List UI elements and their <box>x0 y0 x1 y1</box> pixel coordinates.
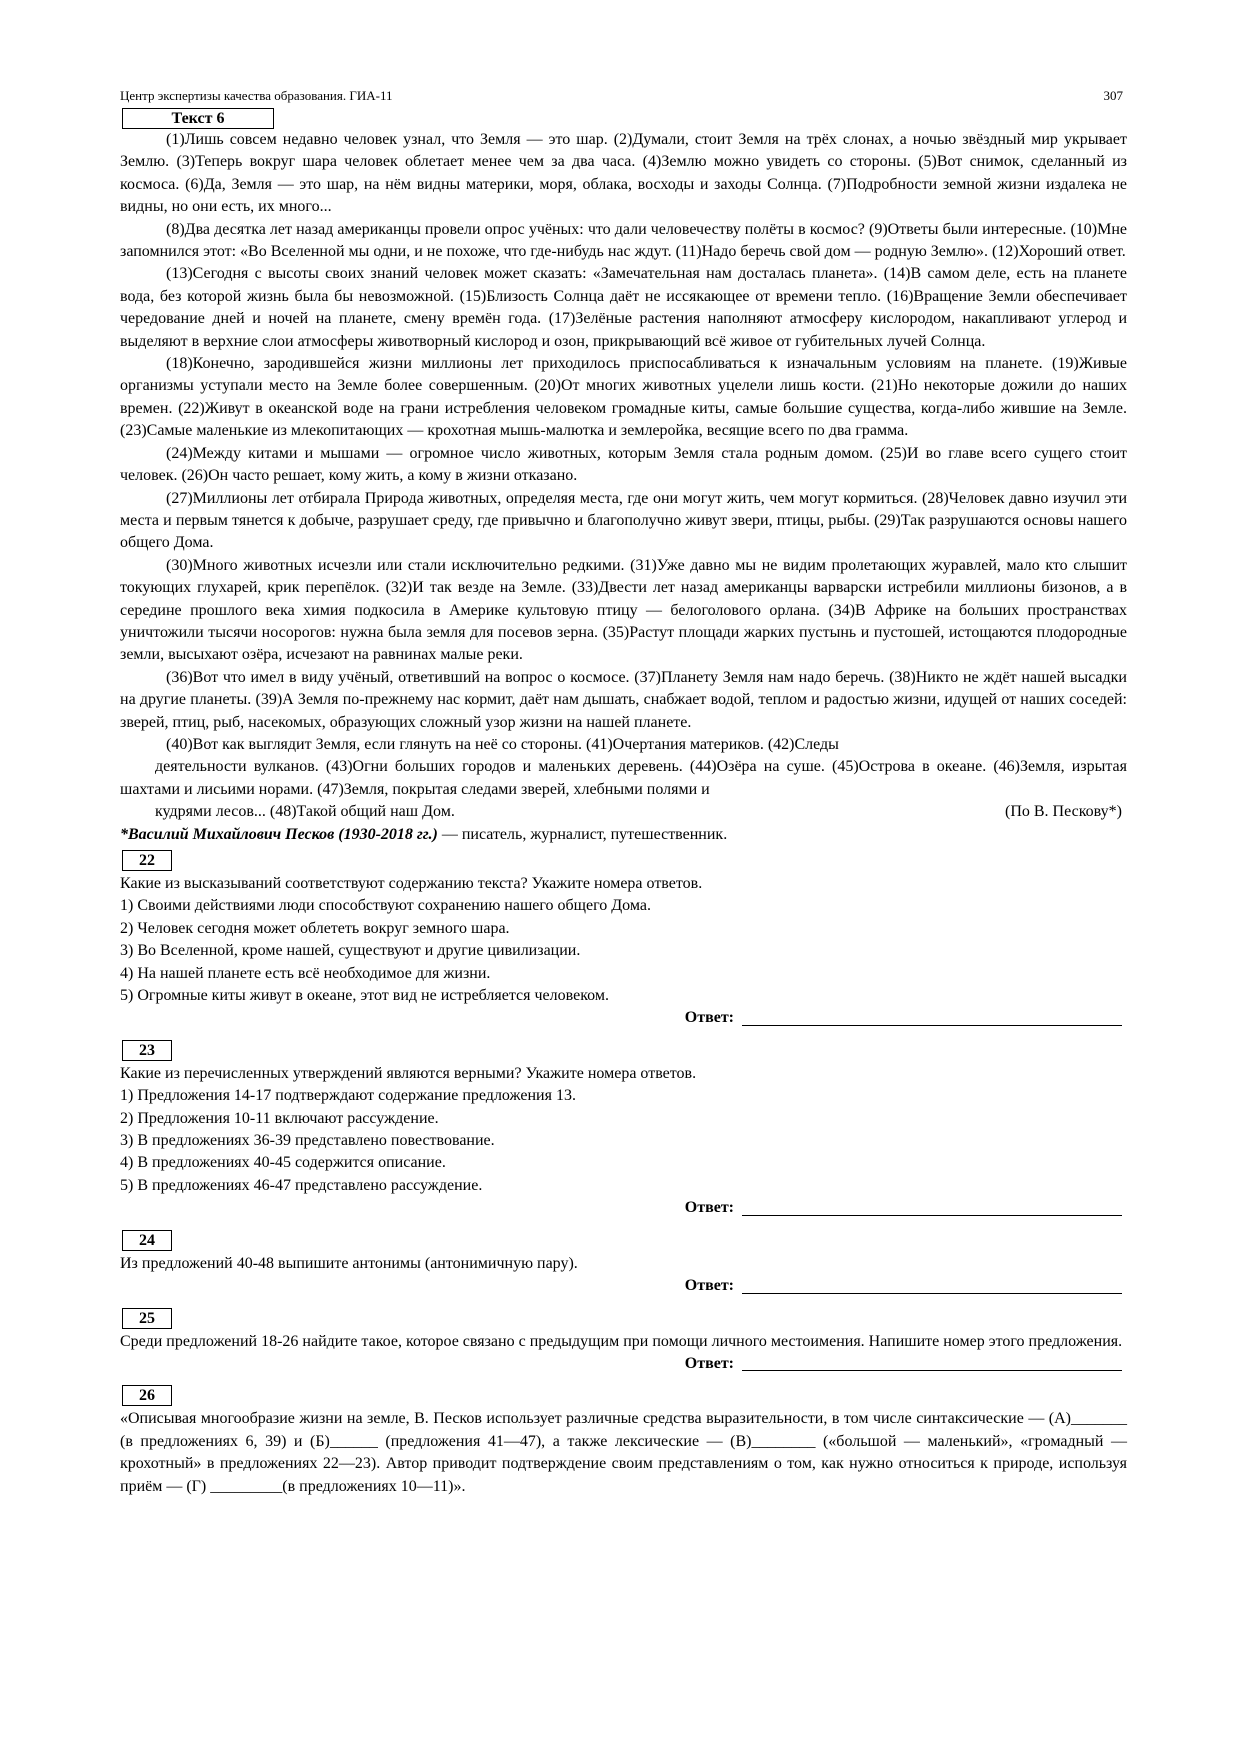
task-question: Из предложений 40-48 выпишите антонимы (антонимичную пару). <box>120 1254 578 1272</box>
answer-row <box>120 1275 1122 1297</box>
answer-row <box>120 1353 1122 1375</box>
header-title: Центр экспертизы качества образования. ГИА-11 <box>120 88 393 103</box>
task-24 <box>120 1226 1127 1298</box>
text-paragraph: (30)Много животных исчезли или стали исключительно редкими. (31)Уже давно мы не видим пролетающих журавлей, мало кто слышит токующих глухарей, крик перепёлок. (32)И так везде на Земле. (33)Двести лет назад американцы варварски истребили миллионы бизонов, а в середине прошлого века химия подкосила в Америке культовую птицу — белоголового орлана. (34)В Африке на больших пространствах уничтожили тысячи носорогов: нужна была земля для посевов зерна. (35)Растут площади жарких пустынь и пустошей, истощаются плодородные земли, высыхают озёра, исчезают на равнинах малые реки. <box>120 556 1127 664</box>
footnote-text: — писатель, журналист, путешественник. <box>437 825 728 843</box>
task-26 <box>120 1381 1127 1498</box>
text-paragraph: (1)Лишь совсем недавно человек узнал, что Земля — это шар. (2)Думали, стоит Земля на трёх слонах, а ночью звёздный мир укрывает Землю. (3)Теперь вокруг шара человек облетает менее чем за два часа. (4)Землю можно увидеть со стороны. (5)Вот снимок, сделанный из космоса. (6)Да, Земля — это шар, на нём видны материки, моря, облака, восходы и заходы Солнца. (7)Подробности земной жизни издалека не видны, но они есть, их много... <box>120 131 1127 216</box>
text-title: Текст 6 <box>122 108 274 129</box>
text-paragraph: (13)Сегодня с высоты своих знаний человек может сказать: «Замечательная нам досталась планета». (14)В самом деле, есть на планете вода, без которой жизнь была бы невозможной. (15)Близость Солнца даёт не иссякающее от времени тепло. (16)Вращение Земли обеспечивает чередование дней и ночей на планете, смену времён года. (17)Зелёные растения наполняют атмосферу кислородом, накапливают углерод и выделяют в верхние слои атмосферы животворный кислород и озон, прикрывающий всё живое от губительных лучей Солнца. <box>120 265 1127 350</box>
task-number: 23 <box>122 1040 172 1061</box>
exam-page <box>120 88 1127 1498</box>
answer-option: 3) В предложениях 36-39 представлено повествование. <box>120 1132 495 1150</box>
closing-sentence: кудрями лесов... (48)Такой общий наш Дом. <box>155 803 455 821</box>
reading-text <box>120 129 1127 846</box>
task-number: 24 <box>122 1230 172 1251</box>
task-number: 26 <box>122 1385 172 1406</box>
text-closing <box>120 801 1127 823</box>
answer-option: 2) Человек сегодня может облететь вокруг земного шара. <box>120 919 510 937</box>
answer-option: 5) В предложениях 46-47 представлено рассуждение. <box>120 1176 483 1194</box>
footnote-star: * <box>120 825 128 843</box>
answer-label: Ответ: <box>684 1277 734 1295</box>
answer-label: Ответ: <box>684 1354 734 1372</box>
task-number: 25 <box>122 1308 172 1329</box>
text-paragraph: (36)Вот что имел в виду учёный, ответивший на вопрос о космосе. (37)Планету Земля нам надо беречь. (38)Никто не ждёт нашей высадки на другие планеты. (39)А Земля по-прежнему нас кормит, даёт нам дышать, снабжает водой, теплом и радостью жизни, идущей от наших соседей: зверей, птиц, рыб, насекомых, образующих сложный узор жизни на нашей планете. <box>120 668 1127 731</box>
text-paragraph: деятельности вулканов. (43)Огни больших городов и маленьких деревень. (44)Озёра на суше. (45)Острова в океане. (46)Земля, изрытая шахтами и лисьими норами. (47)Земля, покрытая следами зверей, хлебными полями и <box>120 758 1127 798</box>
text-paragraph: (27)Миллионы лет отбирала Природа животных, определяя места, где они могут жить, чем могут кормиться. (28)Человек давно изучил эти места и первым тянется к добыче, разрушает среду, где привычно и благополучно живут звери, птицы, рыбы. (29)Так разрушаются основы нашего общего Дома. <box>120 489 1127 552</box>
answer-line[interactable] <box>742 1277 1122 1294</box>
task-22 <box>120 846 1127 1030</box>
page-header <box>120 88 1127 104</box>
task-question: «Описывая многообразие жизни на земле, В. Песков использует различные средства выразительности, в том числе синтаксические — (А)_______ (в предложениях 6, 39) и (Б)______ (предложения 41—47), а также лексические — (В)________ («большой — маленький», «громадный — крохотный» в предложениях 22—23). Автор приводит подтверждение своим представлениям о том, как нужно относиться к природе, используя приём — (Г) _________(в предложениях 10—11)». <box>120 1410 1127 1495</box>
answer-option: 3) Во Вселенной, кроме нашей, существуют и другие цивилизации. <box>120 942 581 960</box>
answer-option: 1) Своими действиями люди способствуют сохранению нашего общего Дома. <box>120 897 651 915</box>
task-question: Среди предложений 18-26 найдите такое, которое связано с предыдущим при помощи личного местоимения. Напишите номер этого предложения. <box>120 1332 1123 1350</box>
answer-row <box>120 1007 1122 1029</box>
answer-label: Ответ: <box>684 1199 734 1217</box>
answer-line[interactable] <box>742 1199 1122 1216</box>
text-source: (По В. Пескову*) <box>1004 803 1122 821</box>
answer-option: 5) Огромные киты живут в океане, этот вид не истребляется человеком. <box>120 987 609 1005</box>
task-question: Какие из высказываний соответствуют содержанию текста? Укажите номера ответов. <box>120 875 703 892</box>
footnote-author-name: Василий Михайлович Песков (1930-2018 гг.) <box>128 825 438 843</box>
text-paragraph: (8)Два десятка лет назад американцы провели опрос учёных: что дали человечеству полёты в космос? (9)Ответы были интересные. (10)Мне запомнился этот: «Во Вселенной мы одни, и не похоже, что где-нибудь нас ждут. (11)Надо беречь свой дом — родную Землю». (12)Хороший ответ. <box>120 220 1127 261</box>
answer-row <box>120 1197 1122 1219</box>
task-23 <box>120 1036 1127 1220</box>
text-paragraph: (18)Конечно, зародившейся жизни миллионы лет приходилось приспосабливаться к изначальным условиям на планете. (19)Живые организмы уступали место на Земле более совершенным. (20)От многих животных уцелели лишь кости. (21)Но некоторые дожили до наших времен. (22)Живут в океанской воде на грани истребления человеком громадные киты, самые большие существа, когда-либо жившие на Земле. (23)Самые маленькие из млекопитающих — крохотная мышь-малютка и землеройка, весящие всего по два грамма. <box>120 355 1127 440</box>
answer-option: 4) На нашей планете есть всё необходимое для жизни. <box>120 964 491 982</box>
task-question: Какие из перечисленных утверждений являются верными? Укажите номера ответов. <box>120 1064 697 1082</box>
answer-line[interactable] <box>742 1354 1122 1371</box>
text-paragraph: (40)Вот как выглядит Земля, если глянуть на неё со стороны. (41)Очертания материков. (42)Следы <box>166 735 839 753</box>
task-25 <box>120 1304 1127 1376</box>
text-paragraph: (24)Между китами и мышами — огромное число животных, которым Земля стала родным домом. (25)И во главе всего сущего стоит человек. (26)Он часто решает, кому жить, а кому в жизни отказано. <box>120 444 1127 485</box>
answer-option: 2) Предложения 10-11 включают рассуждение. <box>120 1109 439 1127</box>
answer-label: Ответ: <box>684 1009 734 1027</box>
answer-option: 4) В предложениях 40-45 содержится описание. <box>120 1154 446 1172</box>
task-number: 22 <box>122 850 172 871</box>
answer-option: 1) Предложения 14-17 подтверждают содержание предложения 13. <box>120 1087 576 1105</box>
answer-line[interactable] <box>742 1009 1122 1026</box>
author-footnote <box>120 824 1127 846</box>
page-number: 307 <box>1103 88 1123 103</box>
